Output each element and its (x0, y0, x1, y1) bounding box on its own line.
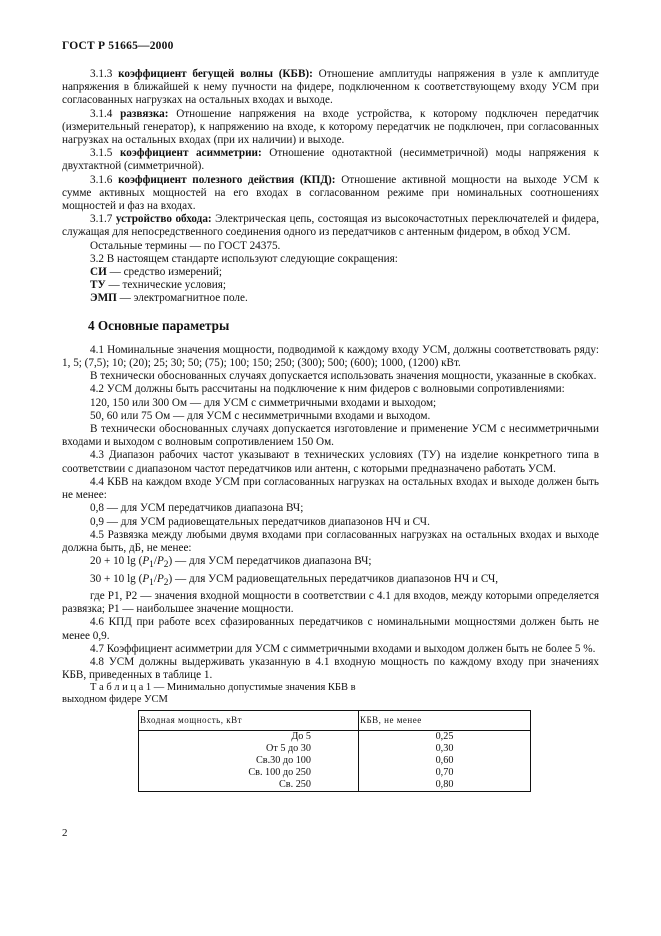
abbreviation-item: ЭМП — электромагнитное поле. (90, 292, 248, 305)
definition-3-1-4: 3.1.4 развязка: Отношение напряжения на входе устройства, к которому подключен передатчик (измерительный генератор), к напряжению на входе, к которому передатчик не подключен, при согласованных нагрузках на остальных входах (при их наличии) и выходе. (62, 107, 599, 147)
table-cell: Св. 100 до 250 (139, 767, 359, 779)
page-number: 2 (62, 827, 68, 839)
definition-3-1-5: 3.1.5 коэффициент асимметрии: Отношение однотактной (несимметричной) моды напряжения к двухтактной (симметричной). (62, 147, 599, 173)
paragraph: 0,8 — для УСМ передатчиков диапазона ВЧ; (90, 502, 304, 515)
column-header: Входная мощность, кВт (139, 711, 359, 731)
paragraph: В технически обоснованных случаях допускается использовать значения мощности, указанные в скобках. (90, 370, 597, 383)
definitions-list (62, 68, 599, 240)
table-cell: Св.30 до 100 (139, 755, 359, 767)
table-cell: 0,30 (359, 743, 531, 755)
table-caption: Т а б л и ц а 1 — Минимально допустимые значения КБВ в выходном фидере УСМ (62, 682, 356, 706)
paragraph-4-7: 4.7 Коэффициент асимметрии для УСМ с симметричными входами и выходом должен быть не более 5 %. (90, 642, 596, 655)
formula-hf: 20 + 10 $\lg (P_1/P_2)$ — для УСМ передатчиков диапазона ВЧ; (90, 555, 372, 571)
table-cell: 0,60 (359, 755, 531, 767)
abbreviation-item: СИ — средство измерений; (90, 266, 223, 279)
table-row (139, 743, 531, 755)
paragraph: 0,9 — для УСМ радиовещательных передатчиков диапазонов НЧ и СЧ. (90, 515, 430, 528)
section-title: 4 Основные параметры (88, 317, 230, 333)
paragraph-4-5: 4.5 Развязка между любыми двумя входами при согласованных нагрузках на остальных входах и выходе должна быть, дБ, не менее: (62, 528, 599, 554)
paragraph-4-3: 4.3 Диапазон рабочих частот указывают в технических условиях (ТУ) на изделие конкретного типа в соответствии с диапазоном частот передатчиков или антенн, с которыми предназначено работать УСМ. (62, 449, 599, 475)
table-header-row (139, 711, 531, 731)
paragraph-4-4: 4.4 КБВ на каждом входе УСМ при согласованных нагрузках на остальных входах и выходе должен быть не менее: (62, 475, 599, 502)
standard-header: ГОСТ Р 51665—2000 (62, 40, 174, 52)
abbreviation-item: ТУ — технические условия; (90, 279, 227, 292)
paragraph-4-1: 4.1 Номинальные значения мощности, подводимой к каждому входу УСМ, должны соответствовать ряду: 1, 5; (7,5); 10; (20); 25; 30; 50; (75); 100; 150; 250; (300); 500; (600); 1000, (1200) кВт. (62, 343, 599, 370)
definition-3-1-7: 3.1.7 устройство обхода: Электрическая цепь, состоящая из высокочастотных переключателей и фидера, служащая для непосредственного соединения одного из передатчиков с антенным фидером, в обход УСМ. (62, 213, 600, 239)
paragraph: 120, 150 или 300 Ом — для УСМ с симметричными входами и выходом; (90, 396, 437, 409)
table-row (139, 767, 531, 779)
table-row (139, 755, 531, 767)
table-cell: 0,70 (359, 767, 531, 779)
table-cell: Св. 250 (139, 779, 359, 792)
column-header: КБВ, не менее (359, 711, 531, 731)
kbv-table (138, 710, 531, 792)
definition-3-1-6: 3.1.6 коэффициент полезного действия (КПД): Отношение активной мощности на выходе УСМ к сумме активных мощностей на его входах в согласованном режиме при номинальных соотношениях мощностей и фаз на входах. (62, 173, 600, 213)
formula-where: где P1, P2 — значения входной мощности в соответствии с 4.1 для входов, между которыми определяется развязка; P1 — наибольшее значение мощности. (62, 589, 599, 616)
table-cell: От 5 до 30 (139, 743, 359, 755)
paragraph-4-2: 4.2 УСМ должны быть рассчитаны на подключение к ним фидеров с волновыми сопротивлениями: (90, 383, 565, 396)
abbreviations-intro: 3.2 В настоящем стандарте используют следующие сокращения: (90, 252, 398, 265)
table-row (139, 731, 531, 744)
formula-lf-mf: 30 + 10 $\lg (P_1/P_2)$ — для УСМ радиовещательных передатчиков диапазонов НЧ и СЧ, (90, 572, 499, 588)
table-cell: 0,80 (359, 779, 531, 792)
paragraph-4-8: 4.8 УСМ должны выдерживать указанную в 4.1 входную мощность по каждому входу при значениях КБВ, приведенных в таблице 1. (62, 656, 599, 682)
table-cell: До 5 (139, 731, 359, 744)
table-row (139, 779, 531, 792)
document-body (62, 68, 599, 792)
other-terms: Остальные термины — по ГОСТ 24375. (90, 239, 281, 252)
definition-3-1-3: 3.1.3 коэффициент бегущей волны (КБВ): Отношение амплитуды напряжения в узле к амплитуде напряжения в ближайшей к нему пучности на фидере, подключенном к соответствующему входу УСМ при согласованных нагрузках на остальных входах и выходе. (62, 68, 599, 107)
paragraph-4-6: 4.6 КПД при работе всех сфазированных передатчиков с номинальными мощностями должен быть не менее 0,9. (62, 616, 599, 642)
paragraph: 50, 60 или 75 Ом — для УСМ с несимметричными входами и выходом. (90, 409, 431, 422)
paragraph: В технически обоснованных случаях допускается изготовление и применение УСМ с несимметричными входами и выходом с волновым сопротивлением 150 Ом. (62, 423, 599, 449)
table-cell: 0,25 (359, 731, 531, 744)
